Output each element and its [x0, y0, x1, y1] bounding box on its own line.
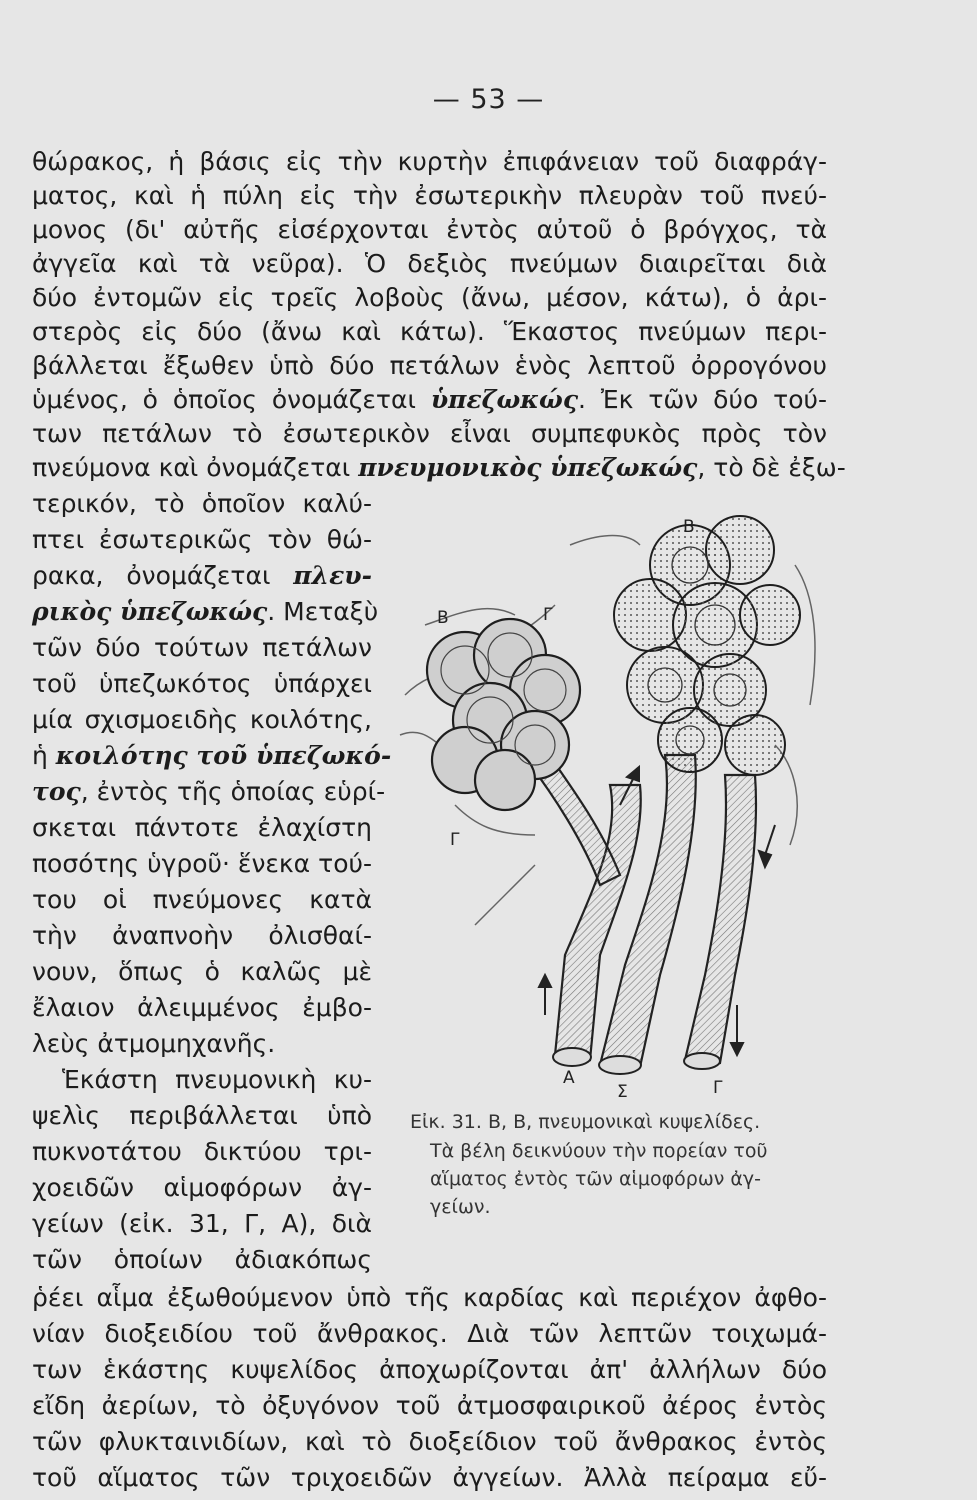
text-line: του οἱ πνεύμονες κατὰ [32, 885, 372, 914]
figure-label-s: Σ [617, 1082, 628, 1102]
text-line: ἔλαιον ἀλειμμένος ἐμβο- [32, 993, 372, 1022]
text-line: ὑμένος, ὁ ὁποῖος ὀνομάζεται ὑπεζωκώς. Ἐκ τῶν δύο τού- [32, 385, 827, 414]
text-line: πτει ἐσωτερικῶς τὸν θώ- [32, 525, 372, 554]
text-line: μία σχισμοειδὴς κοιλότης, [32, 705, 372, 734]
text-line: θώρακος, ἡ βάσις εἰς τὴν κυρτὴν ἐπιφάνειαν τοῦ διαφράγ- [32, 147, 827, 176]
text-line: των πετάλων τὸ ἐσωτερικὸν εἶναι συμπεφυκὸς πρὸς τὸν [32, 419, 827, 448]
figure-caption-line: Εἰκ. 31. Β, Β, πνευμονικαὶ κυψελίδες. [410, 1111, 761, 1133]
text-line: τοῦ ὑπεζωκότος ὑπάρχει [32, 669, 372, 698]
figure-label-g-top: Γ [543, 605, 553, 625]
text-line: τῶν ὁποίων ἀδιακόπως [32, 1245, 372, 1274]
text-line: των ἑκάστης κυψελίδος ἀποχωρίζονται ἀπ' ἀλλήλων δύο [32, 1355, 827, 1384]
text-line: ψελὶς περιβάλλεται ὑπὸ [32, 1101, 372, 1130]
text-line: ἀγγεῖα καὶ τὰ νεῦρα). Ὁ δεξιὸς πνεύμων διαιρεῖται διὰ [32, 249, 827, 278]
text-line: τερικόν, τὸ ὁποῖον καλύ- [32, 489, 372, 518]
text-line: γείων (εἰκ. 31, Γ, Α), διὰ [32, 1209, 372, 1238]
text-line: ῥέει αἷμα ἐξωθούμενον ὑπὸ τῆς καρδίας καὶ περιέχον ἀφθο- [32, 1283, 827, 1312]
term-parietal-pleura: πλευ- [293, 561, 372, 590]
figure-caption-line: γείων. [430, 1196, 491, 1218]
text-line: τοῦ αἵματος τῶν τριχοειδῶν ἀγγείων. Ἀλλὰ πείραμα εὔ- [32, 1463, 827, 1492]
text-line: Ἑκάστη πνευμονικὴ κυ- [62, 1065, 372, 1094]
figure-label-b-left: Β [437, 608, 449, 628]
text-line: τῶν δύο τούτων πετάλων [32, 633, 372, 662]
figure-caption-line: Τὰ βέλη δεικνύουν τὴν πορείαν τοῦ [430, 1140, 768, 1162]
alveoli-figure [395, 505, 830, 1105]
text-line: στερὸς εἰς δύο (ἄνω καὶ κάτω). Ἕκαστος πνεύμων περι- [32, 317, 827, 346]
text-line: τος, ἐντὸς τῆς ὁποίας εὑρί- [32, 777, 386, 806]
text-line: τῶν φλυκταινιδίων, καὶ τὸ διοξείδιον τοῦ ἄνθρακος ἐντὸς [32, 1427, 827, 1456]
text-line: εἴδη ἀερίων, τὸ ὀξυγόνον τοῦ ἀτμοσφαιρικοῦ ἀέρος ἐντὸς [32, 1391, 827, 1420]
page-number: — 53 — [432, 84, 545, 115]
text-line: ματος, καὶ ἡ πύλη εἰς τὴν ἐσωτερικὴν πλευρὰν τοῦ πνεύ- [32, 181, 827, 210]
text-line: μονος (δι' αὐτῆς εἰσέρχονται ἐντὸς αὐτοῦ ὁ βρόγχος, τὰ [32, 215, 827, 244]
text-line: λεὺς ἀτμομηχανῆς. [32, 1029, 276, 1058]
text-line: ρακα, ὀνομάζεται πλευ- [32, 561, 372, 590]
text-line: νίαν διοξειδίου τοῦ ἄνθρακος. Διὰ τῶν λεπτῶν τοιχωμά- [32, 1319, 827, 1348]
text-line: χοειδῶν αἱμοφόρων ἀγ- [32, 1173, 372, 1202]
text-line: τὴν ἀναπνοὴν ὀλισθαί- [32, 921, 372, 950]
figure-label-a: Α [563, 1068, 575, 1088]
text-line: πνεύμονα καὶ ὀνομάζεται πνευμονικὸς ὑπεζωκώς, τὸ δὲ ἐξω- [32, 453, 846, 482]
text-line: δύο ἐντομῶν εἰς τρεῖς λοβοὺς (ἄνω, μέσον, κάτω), ὁ ἀρι- [32, 283, 827, 312]
figure-caption-line: αἵματος ἐντὸς τῶν αἱμοφόρων ἀγ- [430, 1168, 762, 1190]
text-line: ρικὸς ὑπεζωκώς. Μεταξὺ [32, 597, 379, 626]
term-pleural-cavity: κοιλότης τοῦ ὑπεζωκό- [55, 741, 392, 770]
figure-label-g-left: Γ [450, 830, 460, 850]
text-line: ποσότης ὑγροῦ· ἕνεκα τού- [32, 849, 372, 878]
text-line: βάλλεται ἔξωθεν ὑπὸ δύο πετάλων ἑνὸς λεπτοῦ ὀρρογόνου [32, 351, 827, 380]
text-line: νουν, ὅπως ὁ καλῶς μὲ [32, 957, 372, 986]
text-line: σκεται πάντοτε ἐλαχίστη [32, 813, 372, 842]
term-pleura: ὑπεζωκώς [430, 385, 579, 414]
text-line: πυκνοτάτου δικτύου τρι- [32, 1137, 372, 1166]
alveoli-illustration [395, 505, 830, 1105]
figure-label-g-bottom: Γ [713, 1078, 723, 1098]
text-line: ἡ κοιλότης τοῦ ὑπεζωκό- [32, 741, 392, 770]
term-visceral-pleura: πνευμονικὸς ὑπεζωκώς [358, 453, 698, 482]
figure-label-b-right: Β [683, 517, 695, 537]
